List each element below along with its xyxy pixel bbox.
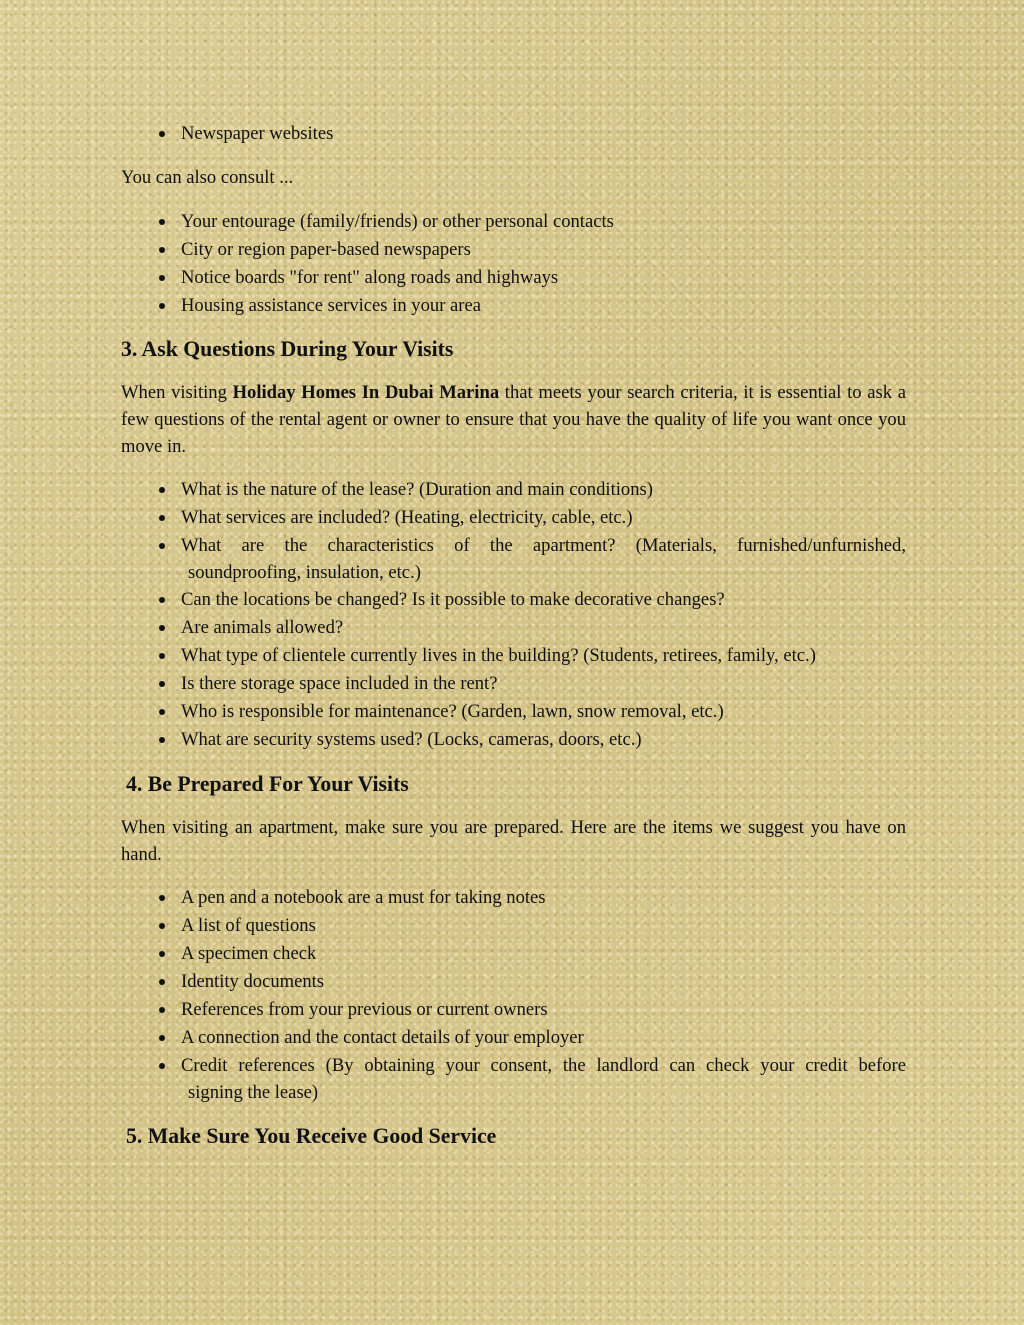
bullet-icon [159, 923, 165, 929]
bullet-icon [159, 625, 165, 631]
list-item: What is the nature of the lease? (Duration and main conditions) [121, 476, 906, 504]
questions-list [121, 476, 906, 754]
list-item: Who is responsible for maintenance? (Garden, lawn, snow removal, etc.) [121, 698, 906, 726]
list-item: A list of questions [121, 912, 906, 940]
section-4-intro: When visiting an apartment, make sure you are prepared. Here are the items we suggest you have on hand. [121, 817, 906, 865]
bullet-icon [159, 1007, 165, 1013]
bullet-icon [159, 653, 165, 659]
consult-list [121, 208, 906, 320]
bullet-icon [159, 1035, 165, 1041]
bullet-icon [159, 487, 165, 493]
list-item: Your entourage (family/friends) or other personal contacts [121, 208, 906, 236]
list-item: Credit references (By obtaining your consent, the landlord can check your credit before signing the lease) [121, 1052, 906, 1106]
holiday-homes-link-text: Holiday Homes In Dubai Marina [232, 382, 500, 403]
list-item: A connection and the contact details of your employer [121, 1024, 906, 1052]
list-item: What type of clientele currently lives in the building? (Students, retirees, family, etc.) [121, 642, 906, 670]
list-item: Newspaper websites [121, 120, 906, 148]
section-3-heading: 3. Ask Questions During Your Visits [121, 337, 454, 361]
bullet-icon [159, 979, 165, 985]
bullet-icon [159, 543, 165, 549]
list-item: Are animals allowed? [121, 614, 906, 642]
section-3-intro: When visiting Holiday Homes In Dubai Marina that meets your search criteria, it is essential to ask a few questions of the rental agent or owner to ensure that you have the quality of life you want once you move in. [121, 382, 907, 457]
source-list [121, 120, 906, 148]
consult-paragraph: You can also consult ... [121, 167, 294, 188]
list-item: What services are included? (Heating, electricity, cable, etc.) [121, 504, 906, 532]
list-item: Housing assistance services in your area [121, 292, 906, 320]
items-list [121, 884, 906, 1106]
list-item: City or region paper-based newspapers [121, 236, 906, 264]
list-item: Can the locations be changed? Is it possible to make decorative changes? [121, 586, 906, 614]
bullet-icon [159, 515, 165, 521]
bullet-icon [159, 597, 165, 603]
list-item: What are security systems used? (Locks, cameras, doors, etc.) [121, 726, 906, 754]
list-item: A pen and a notebook are a must for taking notes [121, 884, 906, 912]
bullet-icon [159, 131, 165, 137]
bullet-icon [159, 219, 165, 225]
bullet-icon [159, 737, 165, 743]
bullet-icon [159, 895, 165, 901]
section-4-heading: 4. Be Prepared For Your Visits [126, 772, 409, 796]
list-item: Identity documents [121, 968, 906, 996]
list-item: A specimen check [121, 940, 906, 968]
bullet-icon [159, 275, 165, 281]
list-item: References from your previous or current owners [121, 996, 906, 1024]
bullet-icon [159, 681, 165, 687]
list-item: Is there storage space included in the rent? [121, 670, 906, 698]
list-item: What are the characteristics of the apartment? (Materials, furnished/unfurnished, soundproofing, insulation, etc.) [121, 532, 906, 586]
bullet-icon [159, 951, 165, 957]
bullet-icon [159, 709, 165, 715]
bullet-icon [159, 247, 165, 253]
list-item: Notice boards "for rent" along roads and highways [121, 264, 906, 292]
section-5-heading: 5. Make Sure You Receive Good Service [126, 1124, 497, 1148]
bullet-icon [159, 303, 165, 309]
bullet-icon [159, 1063, 165, 1069]
